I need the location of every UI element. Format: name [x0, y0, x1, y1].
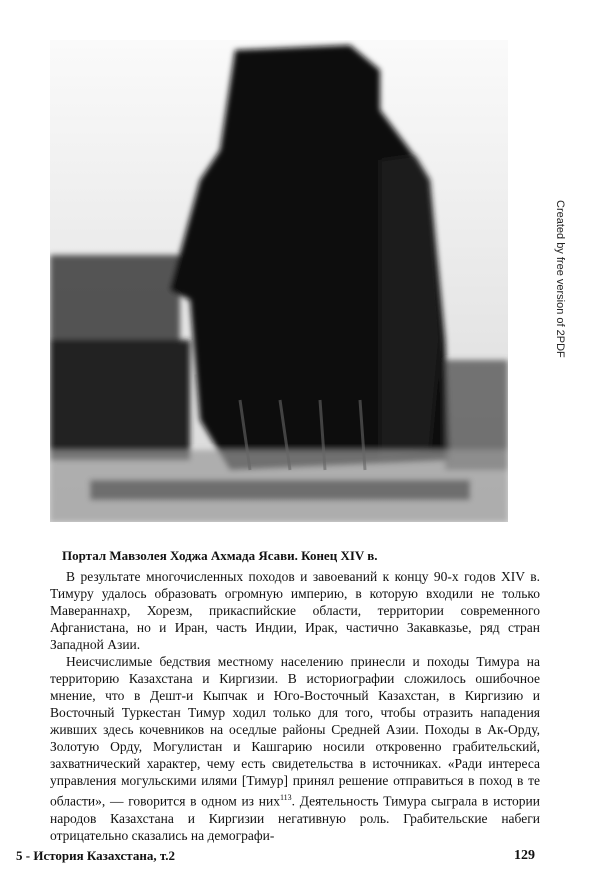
watermark-text: Created by free version of 2PDF	[554, 200, 566, 358]
paragraph-text-tail: . Деятельность Тимура сыграла в истории народов Казахстана и Киргизии негативную роль. Грабительские набеги отрицательно сказались на демографи-	[50, 793, 540, 843]
footnote-ref: 113	[279, 793, 292, 802]
figure-caption: Портал Мавзолея Ходжа Ахмада Ясави. Конец XIV в.	[62, 548, 378, 563]
article-body	[50, 568, 540, 844]
paragraph	[50, 653, 540, 844]
page-number: 129	[514, 848, 535, 863]
footer-signature: 5 - История Казахстана, т.2	[16, 848, 175, 863]
mausoleum-photo	[50, 40, 508, 522]
paragraph-text: Неисчислимые бедствия местному населению принесли и походы Тимура на территорию Казахстана и Киргизии. В историографии сложилось ошибочное мнение, что в Дешт-и Кыпчак и Юго-Восточный Казахстан, в Киргизию и Восточный Туркестан Тимур ходил только для того, чтобы отразить нападения живших здесь кочевников на оседлые районы Средней Азии. Походы в Ак-Орду, Золотую Орду, Могулистан и Кашгарию носили откровенно грабительский, захватнический характер, чему есть свидетельства в источниках. «Ради интереса управления могульскими илями [Тимур] принял решение отправиться в поход в те области», — говорится в одном из них	[50, 654, 540, 809]
paragraph: В результате многочисленных походов и завоеваний к концу 90-х годов XIV в. Тимуру удалось образовать огромную империю, в которую входили не только Мавераннахр, Хорезм, прикаспийские области, территории современного Афганистана, но и Иран, часть Индии, Ирак, частично Закавказье, ряд стран Западной Азии.	[50, 569, 540, 652]
